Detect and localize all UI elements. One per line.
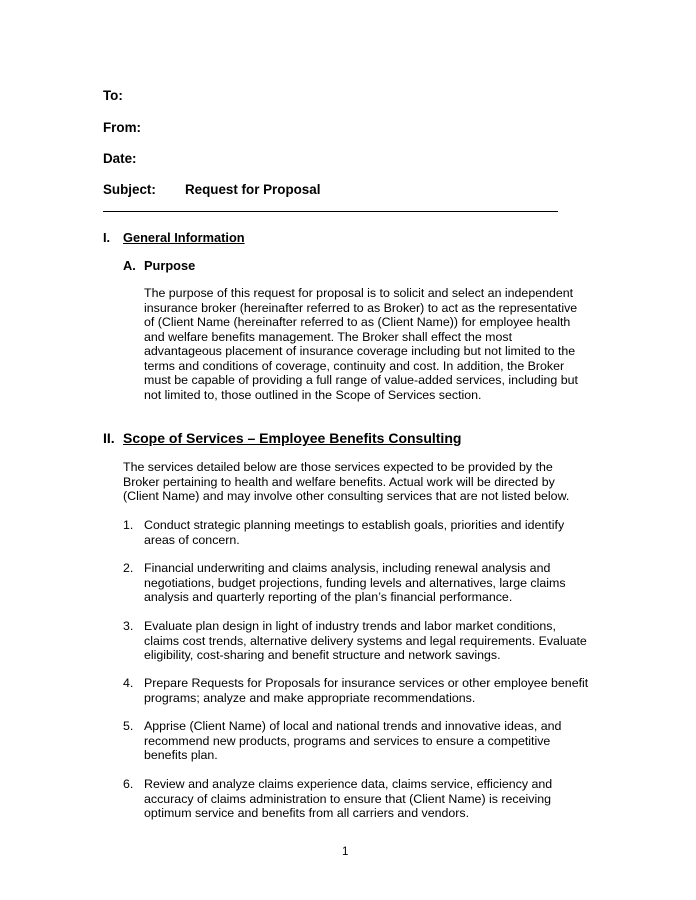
list-item bbox=[0, 561, 696, 605]
list-item bbox=[0, 518, 696, 547]
text-line: Broker pertaining to health and welfare benefits. Actual work will be directed by bbox=[123, 474, 555, 489]
page-number: 1 bbox=[342, 846, 349, 858]
subsection-a-letter: A. bbox=[123, 258, 136, 273]
text-line: Financial underwriting and claims analysis, including renewal analysis and bbox=[144, 561, 551, 575]
subsection-a-title: Purpose bbox=[144, 258, 196, 273]
text-line: recommend new products, programs and services to ensure a competitive bbox=[144, 733, 551, 748]
section-2-number: II. bbox=[103, 430, 115, 446]
text-line: must be capable of providing a full range of value-added services, including but bbox=[144, 373, 578, 387]
text-line: The services detailed below are those services expected to be provided by the bbox=[123, 460, 553, 474]
text-line: Evaluate plan design in light of industry trends and labor market conditions, bbox=[144, 619, 556, 633]
section-1-number: I. bbox=[103, 230, 111, 245]
text-line: not limited to, those outlined in the Scope of Services section. bbox=[144, 387, 482, 402]
list-number: 6. bbox=[123, 777, 134, 791]
from-label: From: bbox=[103, 120, 141, 135]
list-item bbox=[0, 619, 696, 663]
text-line: insurance broker (hereinafter referred to as Broker) to act as the representative bbox=[144, 300, 578, 315]
subject-label: Subject: bbox=[103, 182, 156, 197]
section-2-title: Scope of Services – Employee Benefits Consulting bbox=[123, 430, 462, 446]
text-line: optimum service and benefits from all carriers and vendors. bbox=[144, 806, 470, 820]
date-label: Date: bbox=[103, 151, 137, 166]
text-line: eligibility, cost-sharing and benefit structure and network savings. bbox=[144, 648, 501, 662]
text-line: The purpose of this request for proposal is to solicit and select an independent bbox=[144, 286, 574, 300]
text-line: Apprise (Client Name) of local and national trends and innovative ideas, and bbox=[144, 719, 562, 733]
text-line: programs; analyze and make appropriate recommendations. bbox=[144, 690, 476, 705]
list-number: 2. bbox=[123, 561, 134, 575]
text-line: and welfare benefits management. The Broker shall effect the most bbox=[144, 329, 513, 344]
text-line: benefits plan. bbox=[144, 748, 218, 762]
subject-value: Request for Proposal bbox=[185, 182, 321, 197]
to-label: To: bbox=[103, 88, 123, 103]
text-line: (Client Name) and may involve other consulting services that are not listed below. bbox=[123, 489, 570, 503]
list-item bbox=[0, 719, 696, 763]
list-item bbox=[0, 777, 696, 821]
list-item bbox=[0, 676, 696, 705]
list-number: 3. bbox=[123, 619, 134, 633]
section-1-title: General Information bbox=[123, 230, 245, 245]
text-line: Conduct strategic planning meetings to establish goals, priorities and identify bbox=[144, 518, 565, 532]
purpose-paragraph bbox=[144, 286, 578, 402]
text-line: Review and analyze claims experience data, claims service, efficiency and bbox=[144, 777, 553, 791]
text-line: analysis and quarterly reporting of the plan’s financial performance. bbox=[144, 590, 513, 604]
text-line: advantageous placement of insurance coverage including but not limited to the bbox=[144, 344, 576, 358]
text-line: of (Client Name (hereinafter referred to as (Client Name)) for employee health bbox=[144, 315, 571, 329]
text-line: Prepare Requests for Proposals for insurance services or other employee benefit bbox=[144, 676, 589, 690]
list-number: 5. bbox=[123, 719, 134, 733]
text-line: negotiations, budget projections, funding levels and alternatives, large claims bbox=[144, 575, 566, 590]
text-line: claims cost trends, alternative delivery systems and legal requirements. Evaluate bbox=[144, 633, 587, 648]
list-number: 1. bbox=[123, 518, 134, 532]
text-line: accuracy of claims administration to ensure that (Client Name) is receiving bbox=[144, 791, 551, 806]
scope-intro-paragraph bbox=[123, 460, 569, 504]
text-line: terms and conditions of coverage, continuity and cost. In addition, the Broker bbox=[144, 358, 565, 373]
list-number: 4. bbox=[123, 676, 134, 690]
text-line: areas of concern. bbox=[144, 532, 240, 547]
header-divider bbox=[103, 211, 558, 212]
